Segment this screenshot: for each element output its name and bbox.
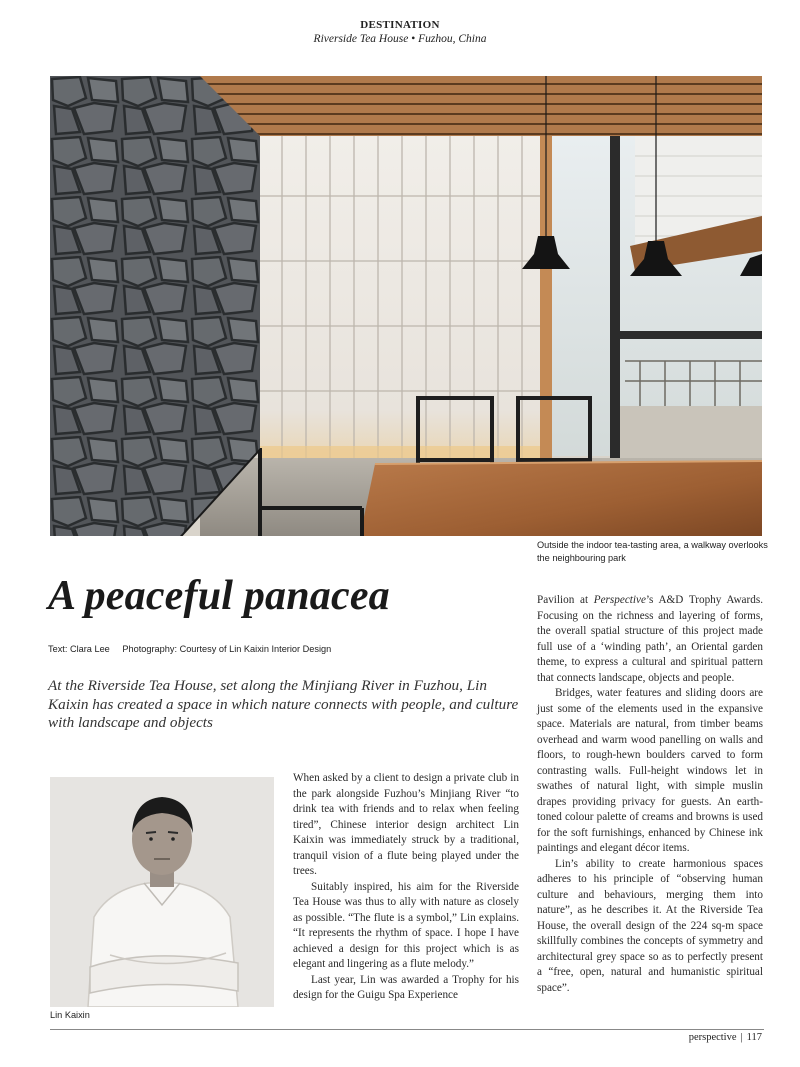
page-footer bbox=[689, 1032, 762, 1043]
author-credit: Text: Clara Lee bbox=[48, 644, 110, 654]
page-number: 117 bbox=[746, 1032, 762, 1043]
section-label: DESTINATION bbox=[360, 19, 440, 31]
body-text: Pavilion at bbox=[537, 594, 594, 606]
photography-credit: Photography: Courtesy of Lin Kaixin Interior Design bbox=[122, 644, 332, 654]
hero-photo bbox=[50, 76, 762, 536]
body-paragraph: Lin’s ability to create harmonious spaces adheres to his principle of “observing human culture and behaviours, merging them into nature”, as he describes it. At the Riverside Tea House, the overall design of the 224 sq-m space skillfully combines the concepts of symmetry and architectural grey space so as to perfectly present a “free, open, natural and humanistic spiritual space”. bbox=[537, 857, 763, 994]
body-text: ’s A&D Trophy Awards. Focusing on the richness and layering of forms, the overall spatial structure of this project made full use of a ‘winding path’, an Oriental garden theme, to express a cultural and spiritual pattern that connects landscape, objects and people. bbox=[537, 594, 763, 684]
footer-separator: | bbox=[740, 1032, 743, 1043]
footer-magazine-name: perspective bbox=[688, 1032, 737, 1043]
body-paragraph: Bridges, water features and sliding doors are just some of the elements used in the expansive space. Materials are natural, from timber beams overhead and warm wood panelling on walls and floors, to rough-hewn boulders carved to form contrasting walls. Full-height windows let in swathes of natural light, with simple muslin drapes providing privacy for guests. An earth-toned colour palette of creams and browns is used for the soft furnishings, enhanced by Chinese ink paintings and elegant décor items. bbox=[537, 687, 763, 854]
portrait-illustration bbox=[50, 777, 274, 1007]
body-paragraph: Last year, Lin was awarded a Trophy for his design for the Guigu Spa Experience bbox=[293, 973, 519, 1001]
body-paragraph: When asked by a client to design a private club in the park alongside Fuzhou’s Minjiang River “to drink tea with friends and to relax when feeling tired”, Chinese interior design architect Lin Kaixin was immediately struck by a traditional, tranquil vision of a flute being played under the trees. bbox=[293, 772, 519, 877]
hero-caption: Outside the indoor tea-tasting area, a walkway overlooks the neighbouring park bbox=[537, 540, 768, 563]
magazine-name-italic: Perspective bbox=[593, 594, 646, 606]
body-paragraph: Suitably inspired, his aim for the Riverside Tea House was thus to ally with nature as closely as possible. “The flute is a symbol,” Lin explains. “It represents the rhythm of space. I hope I have achieved a design for this project which is as elegant and lingering as a flute melody.” bbox=[293, 880, 519, 970]
footer-rule bbox=[50, 1029, 764, 1030]
body-paragraph-continued bbox=[537, 593, 763, 686]
tea-house-interior-illustration bbox=[50, 76, 762, 536]
portrait-caption: Lin Kaixin bbox=[50, 1010, 90, 1020]
article-credits bbox=[48, 644, 331, 654]
body-column-right bbox=[537, 593, 763, 996]
page-header bbox=[0, 18, 800, 47]
portrait-photo bbox=[50, 777, 274, 1007]
article-title: A peaceful panacea bbox=[48, 573, 390, 619]
standfirst: At the Riverside Tea House, set along the Minjiang River in Fuzhou, Lin Kaixin has created a space in which nature connects with people, and culture with landscape and objects bbox=[48, 677, 519, 731]
location-subtitle: Riverside Tea House • Fuzhou, China bbox=[313, 33, 487, 45]
body-column-middle bbox=[293, 771, 519, 1004]
